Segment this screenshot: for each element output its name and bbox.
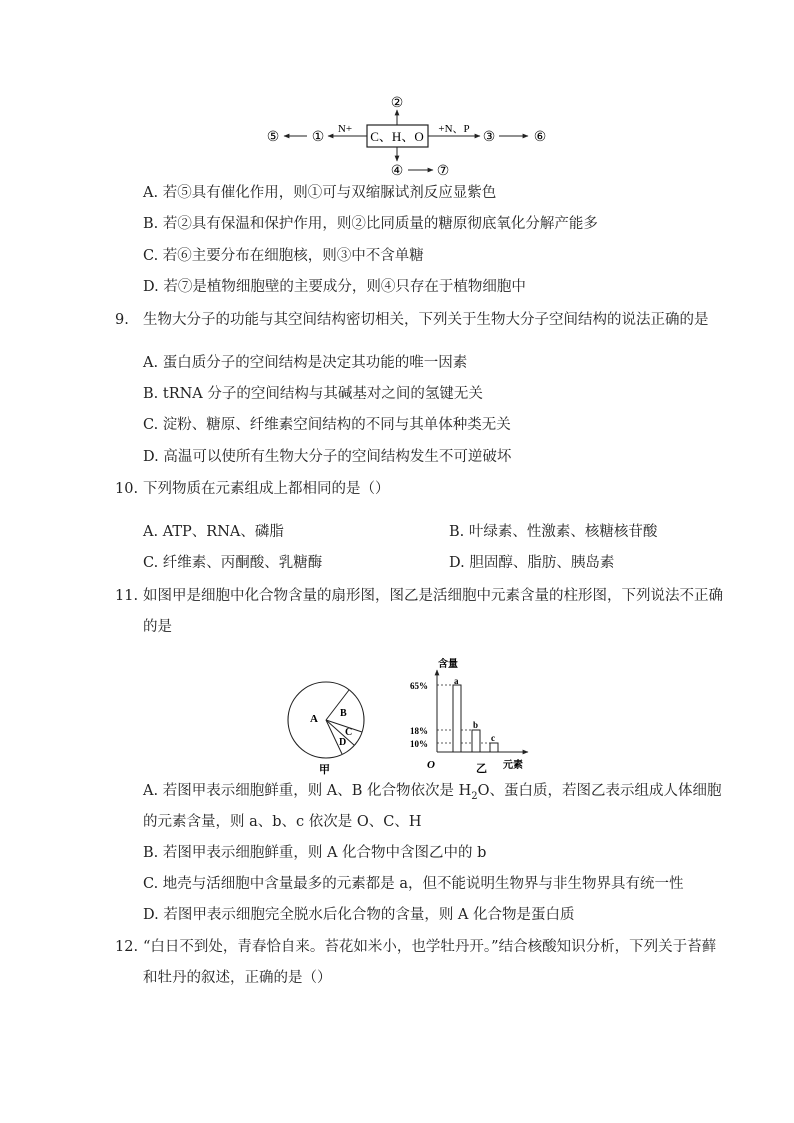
- bar-label-c: c: [491, 733, 495, 743]
- node-3: ③: [482, 129, 496, 145]
- y-tick-65: 65%: [410, 681, 428, 691]
- q10-number: 10.: [115, 481, 139, 497]
- right-label: +N、P: [438, 123, 470, 135]
- q11-option-d: D. 若图甲表示细胞完全脱水后化合物的含量，则 A 化合物是蛋白质: [143, 907, 575, 923]
- q11-option-a-line1: [143, 781, 722, 801]
- q11-option-b: B. 若图甲表示细胞鲜重，则 A 化合物中含图乙中的 b: [143, 845, 487, 861]
- q9-stem: 生物大分子的功能与其空间结构密切相关，下列关于生物大分子空间结构的说法正确的是: [143, 312, 709, 328]
- q11-option-a-subscript: 2: [471, 790, 478, 802]
- left-label: N+: [337, 123, 353, 135]
- q11-option-a-line2: 的元素含量，则 a、b、c 依次是 O、C、H: [143, 814, 422, 830]
- x-axis-title: 元素: [503, 760, 523, 771]
- node-1: ①: [311, 129, 325, 145]
- pie-label-a: A: [310, 713, 318, 725]
- q10-stem: 下列物质在元素组成上都相同的是（）: [143, 481, 390, 497]
- q11-option-a-post: O、蛋白质，若图乙表示组成人体细胞: [477, 783, 722, 799]
- bar-c: [490, 743, 498, 752]
- y-tick-18: 18%: [410, 726, 428, 736]
- node-5: ⑤: [266, 129, 280, 145]
- pie-label-d: D: [339, 737, 347, 748]
- q8-option-d: D. 若⑦是植物细胞壁的主要成分，则④只存在于植物细胞中: [143, 279, 526, 295]
- q11-option-c: C. 地壳与活细胞中含量最多的元素都是 a，但不能说明生物界与非生物界具有统一性: [143, 876, 684, 892]
- node-4: ④: [390, 163, 404, 179]
- q9-number: 9.: [115, 312, 129, 328]
- node-6: ⑥: [533, 129, 547, 145]
- q8-option-a: A. 若⑤具有催化作用，则①可与双缩脲试剂反应显紫色: [143, 185, 497, 201]
- bar-b: [472, 730, 480, 752]
- q10-option-a: A. ATP、RNA、磷脂: [143, 524, 284, 540]
- center-label: C、H、O: [370, 129, 424, 144]
- pie-caption: 甲: [319, 764, 330, 776]
- q11-figure: [0, 650, 794, 780]
- q10-option-d: D. 胆固醇、脂肪、胰岛素: [449, 555, 615, 571]
- q12-stem-line2: 和牡丹的叙述，正确的是（）: [143, 970, 332, 986]
- y-axis-title: 含量: [438, 659, 458, 670]
- bar-label-b: b: [473, 720, 479, 730]
- origin-label: O: [427, 759, 435, 771]
- y-tick-10: 10%: [410, 739, 428, 749]
- bar-a: [453, 685, 461, 752]
- pie-label-c: C: [345, 727, 353, 738]
- q10-option-c: C. 纤维素、丙酮酸、乳糖酶: [143, 555, 323, 571]
- q9-option-b: B. tRNA 分子的空间结构与其碱基对之间的氢键无关: [143, 386, 483, 402]
- q9-option-a: A. 蛋白质分子的空间结构是决定其功能的唯一因素: [143, 355, 468, 371]
- q11-stem-line2: 的是: [143, 619, 172, 635]
- q12-number: 12.: [115, 939, 139, 955]
- q11-stem-line1: 如图甲是细胞中化合物含量的扇形图，图乙是活细胞中元素含量的柱形图，下列说法不正确: [143, 588, 723, 604]
- bar-caption: 乙: [476, 763, 487, 775]
- q10-option-b: B. 叶绿素、性激素、核糖核苷酸: [449, 524, 658, 540]
- q12-stem-line1: “白日不到处，青春恰自来。苔花如米小，也学牡丹开。”结合核酸知识分析，下列关于苔藓: [143, 939, 717, 955]
- q8-option-c: C. 若⑥主要分布在细胞核，则③中不含单糖: [143, 248, 424, 264]
- q11-option-a-pre: A. 若图甲表示细胞鲜重，则 A、B 化合物依次是 H: [143, 783, 472, 799]
- bar-label-a: a: [454, 676, 459, 686]
- q9-option-c: C. 淀粉、糖原、纤维素空间结构的不同与其单体种类无关: [143, 417, 511, 433]
- pie-label-b: B: [340, 708, 347, 719]
- node-7: ⑦: [436, 163, 450, 179]
- q9-option-d: D. 高温可以使所有生物大分子的空间结构发生不可逆破坏: [143, 449, 512, 465]
- q8-option-b: B. 若②具有保温和保护作用，则②比同质量的糖原彻底氧化分解产能多: [143, 216, 598, 232]
- pie-slice-edge: [326, 720, 362, 732]
- node-2: ②: [390, 95, 404, 111]
- q11-number: 11.: [115, 588, 139, 604]
- element-flow-diagram: [0, 0, 794, 190]
